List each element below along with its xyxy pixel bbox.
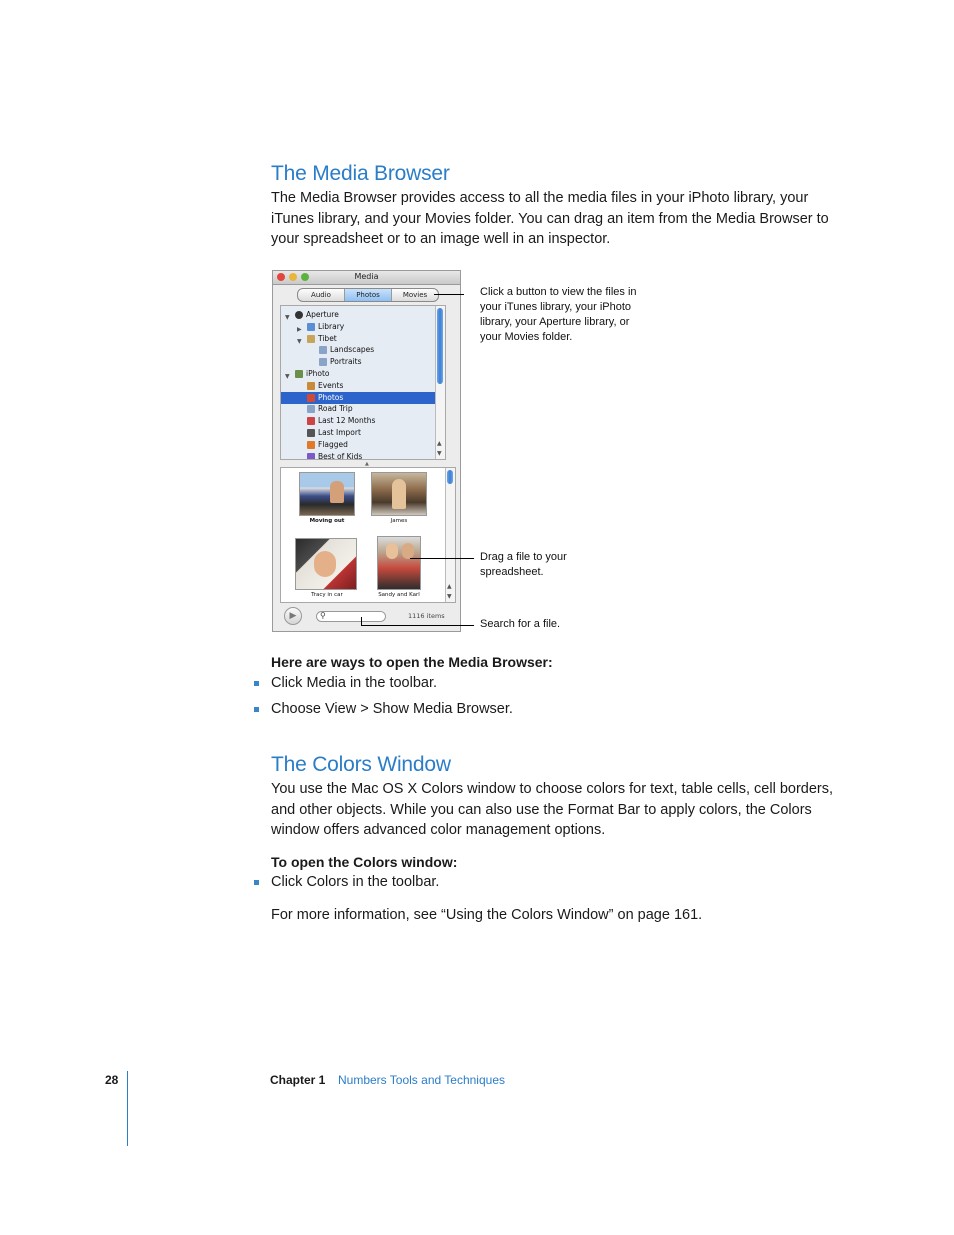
tab-audio[interactable]: Audio — [298, 289, 345, 301]
source-list-item[interactable] — [281, 403, 445, 415]
disclosure-open-icon[interactable]: ▼ — [285, 373, 290, 380]
album-icon — [319, 358, 327, 366]
source-list-item[interactable] — [281, 309, 445, 321]
source-list-item[interactable] — [281, 439, 445, 451]
source-list-label: Photos — [318, 392, 344, 402]
media-type-segmented-control — [297, 288, 439, 302]
callout-line: library, your Aperture library, or — [480, 316, 630, 328]
calendar-icon — [307, 417, 315, 425]
photos-icon — [307, 394, 315, 402]
album-icon — [307, 405, 315, 413]
photo-caption: Moving out — [309, 518, 345, 524]
folder-icon — [307, 323, 315, 331]
callout-leader — [434, 294, 464, 295]
disclosure-open-icon[interactable]: ▼ — [285, 314, 290, 321]
source-list-label: Flagged — [318, 439, 348, 449]
footer-rule — [127, 1071, 128, 1146]
scroll-thumb[interactable] — [437, 308, 443, 384]
source-list-label: iPhoto — [306, 369, 330, 378]
source-list-label: Last Import — [318, 428, 361, 437]
source-list-label: Events — [318, 380, 344, 390]
media-browser-window — [272, 270, 461, 632]
photo-thumbnail[interactable] — [299, 472, 355, 516]
media-browser-intro — [271, 188, 851, 250]
open-colors-heading: To open the Colors window: — [271, 854, 458, 870]
window-titlebar — [273, 271, 460, 285]
source-list-label: Tibet — [318, 333, 337, 343]
iphoto-icon — [295, 370, 303, 378]
source-list-scrollbar[interactable] — [435, 306, 445, 459]
bullet-icon — [254, 707, 259, 712]
photo-thumbnail[interactable] — [371, 472, 427, 516]
photo-grid-scrollbar[interactable] — [445, 468, 455, 602]
callout-drag — [480, 550, 567, 580]
photo-caption: Sandy and Karl — [378, 592, 420, 598]
callout-search: Search for a file. — [480, 618, 561, 630]
photo-caption: James — [390, 518, 408, 524]
source-list-item[interactable] — [281, 333, 445, 345]
flag-icon — [307, 441, 315, 449]
play-icon[interactable]: ▶ — [284, 607, 302, 625]
photo-thumbnail[interactable] — [377, 536, 421, 590]
source-list-label: Best of Kids — [318, 451, 363, 460]
paragraph-line: your spreadsheet or to an image well in an inspector. — [271, 231, 611, 247]
bullet-text: Click Colors in the toolbar. — [271, 874, 440, 890]
paragraph-line: You use the Mac OS X Colors window to choose colors for text, table cells, cell borders, — [271, 781, 834, 797]
project-icon — [307, 335, 315, 343]
source-list-label: Aperture — [306, 310, 339, 319]
source-list-item[interactable] — [281, 321, 445, 333]
source-list-label: Last 12 Months — [318, 416, 376, 426]
bullet-text: Click Media in the toolbar. — [271, 675, 438, 691]
ways-heading: Here are ways to open the Media Browser: — [271, 654, 553, 670]
album-icon — [319, 346, 327, 354]
more-info-text: For more information, see “Using the Colors Window” on page 161. — [271, 907, 703, 923]
source-list-item[interactable] — [281, 344, 445, 356]
search-icon: ⚲ — [320, 611, 326, 620]
page-number: 28 — [105, 1073, 119, 1087]
paragraph-line: and other objects. While you can also use the Format Bar to apply colors, the Colors — [271, 801, 812, 818]
bullet-text: Choose View > Show Media Browser. — [271, 701, 513, 717]
source-list-label: Landscapes — [330, 345, 375, 355]
photo-caption: Tracy in car — [311, 592, 343, 598]
scroll-down-arrow-icon[interactable]: ▼ — [437, 450, 442, 457]
paragraph-line: The Media Browser provides access to all the media files in your iPhoto library, your — [271, 190, 809, 206]
paragraph-line: iTunes library, and your Movies folder. You can drag an item from the Media Browser to — [271, 210, 829, 227]
source-list-item[interactable] — [281, 415, 445, 427]
photo-thumbnail[interactable] — [295, 538, 357, 590]
scroll-thumb[interactable] — [447, 470, 453, 484]
media-bottom-bar — [280, 607, 456, 627]
source-list-item[interactable] — [281, 392, 445, 404]
resize-handle-icon[interactable]: ▲ — [365, 461, 369, 467]
scroll-down-arrow-icon[interactable]: ▼ — [447, 593, 452, 600]
tab-movies[interactable]: Movies — [402, 291, 428, 299]
chapter-label: Chapter 1 — [270, 1073, 326, 1087]
item-count: 1116 items — [408, 612, 445, 620]
aperture-icon — [295, 311, 303, 319]
search-input[interactable] — [316, 611, 386, 622]
callout-line: your iTunes library, your iPhoto — [480, 301, 632, 313]
callout-leader — [410, 558, 474, 559]
bullet-icon — [254, 681, 259, 686]
colors-window-intro — [271, 779, 851, 841]
source-list-label: Portraits — [330, 357, 362, 367]
source-list-label: Road Trip — [318, 404, 353, 414]
scroll-up-arrow-icon[interactable]: ▲ — [437, 440, 442, 447]
chapter-title: Numbers Tools and Techniques — [338, 1073, 505, 1087]
smart-album-icon — [307, 453, 315, 460]
import-icon — [307, 429, 315, 437]
scroll-up-arrow-icon[interactable]: ▲ — [447, 583, 452, 590]
source-list-item[interactable] — [281, 380, 445, 392]
source-list-label: Library — [318, 321, 345, 331]
callout-line: Click a button to view the files in — [480, 286, 637, 298]
disclosure-closed-icon[interactable]: ▶ — [297, 325, 302, 333]
callout-line: spreadsheet. — [480, 566, 544, 578]
source-list-item[interactable] — [281, 427, 445, 439]
paragraph-line: window offers advanced color management options. — [271, 822, 606, 838]
disclosure-open-icon[interactable]: ▼ — [297, 337, 302, 345]
source-list — [280, 305, 446, 460]
bullet-icon — [254, 880, 259, 885]
source-list-item[interactable] — [281, 451, 445, 460]
source-list-item[interactable] — [281, 368, 445, 380]
callout-line: your Movies folder. — [480, 331, 573, 343]
section-heading-media-browser: The Media Browser — [271, 162, 450, 185]
source-list-item[interactable] — [281, 356, 445, 368]
photo-grid — [280, 467, 456, 603]
callout-buttons — [480, 285, 637, 345]
window-title: Media — [354, 272, 379, 281]
events-icon — [307, 382, 315, 390]
callout-leader — [361, 625, 474, 626]
callout-line: Drag a file to your — [480, 551, 567, 563]
tab-photos[interactable]: Photos — [345, 289, 392, 301]
section-heading-colors-window: The Colors Window — [271, 753, 451, 776]
